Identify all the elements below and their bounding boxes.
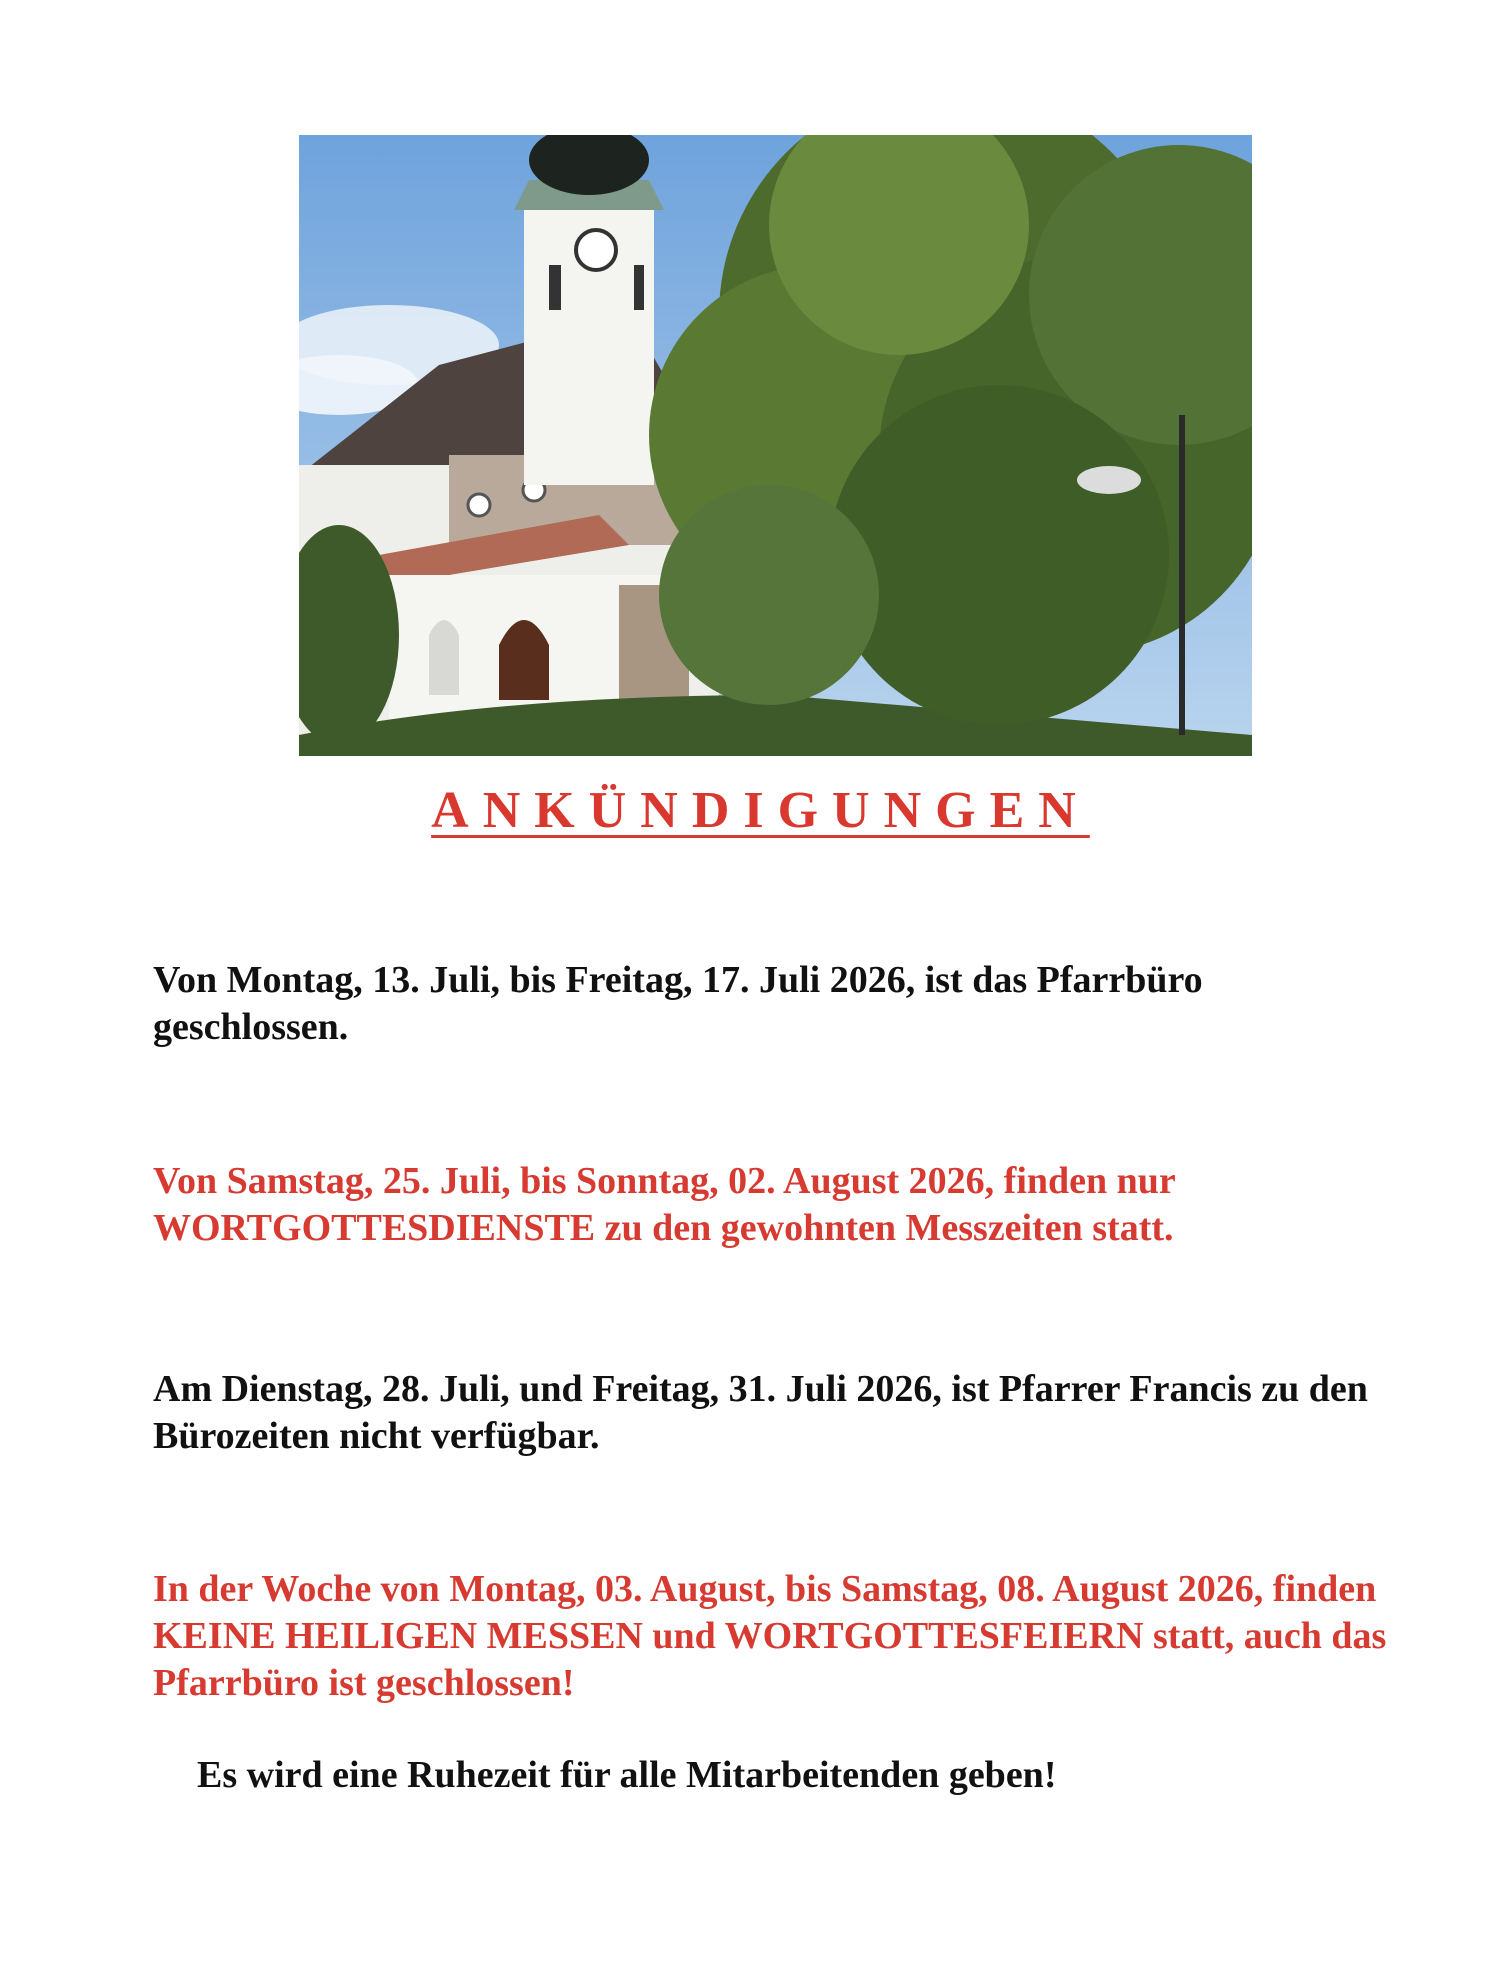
announcement-office-closed: Von Montag, 13. Juli, bis Freitag, 17. Juli 2026, ist das Pfarrbüro geschlossen. [153,959,1203,1048]
church-photo-icon [299,135,1252,756]
announcement-rest-period: Es wird eine Ruhezeit für alle Mitarbeitenden geben! [197,1754,1057,1796]
church-photo [299,135,1252,756]
announcements-heading: ANKÜNDIGUNGEN [431,782,1090,839]
page-title [0,780,1507,842]
announcement-word-services: Von Samstag, 25. Juli, bis Sonntag, 02. August 2026, finden nur WORTGOTTESDIENSTE zu den gewohnten Messzeiten statt. [153,1160,1176,1249]
announcement-no-masses: In der Woche von Montag, 03. August, bis Samstag, 08. August 2026, finden KEINE HEILIGEN MESSEN und WORTGOTTESFEIERN statt, auch das Pfarrbüro ist geschlossen! [153,1568,1387,1704]
announcement-pastor-unavailable: Am Dienstag, 28. Juli, und Freitag, 31. Juli 2026, ist Pfarrer Francis zu den Bürozeiten nicht verfügbar. [153,1368,1368,1457]
